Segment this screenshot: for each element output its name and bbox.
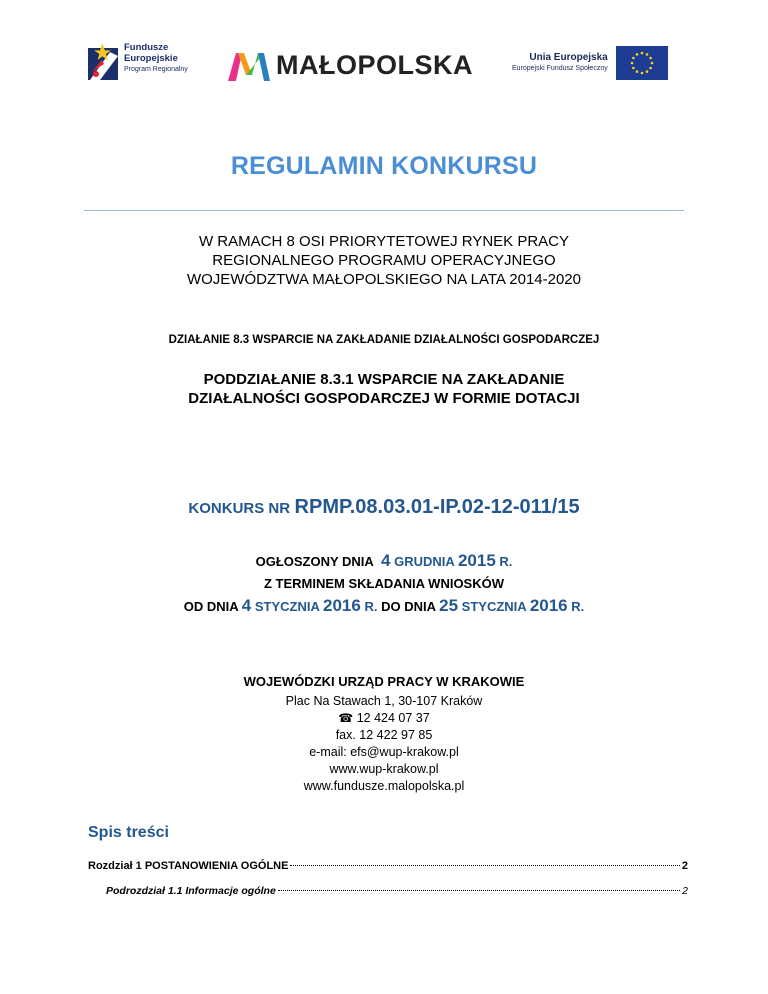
institution-name: WOJEWÓDZKI URZĄD PRACY W KRAKOWIE — [243, 674, 525, 689]
konkurs-label: KONKURS NR — [188, 500, 291, 517]
ogloszony-month: GRUDNIA — [394, 554, 455, 569]
phone-line — [0, 710, 768, 727]
subtitle-line: W RAMACH 8 OSI PRIORYTETOWEJ RYNEK PRACY — [198, 233, 570, 250]
fe-line1: Fundusze — [124, 42, 169, 53]
do-year: 2016 — [529, 596, 568, 615]
od-month: STYCZNIA — [254, 599, 320, 614]
ogloszony-r: R. — [499, 554, 513, 569]
toc-entry-label: Podrozdział 1.1 Informacje ogólne — [106, 885, 276, 897]
email-line[interactable]: e-mail: efs@wup-krakow.pl — [309, 745, 459, 759]
fe-line3: Program Regionalny — [124, 66, 188, 73]
do-r: R. — [571, 599, 585, 614]
malopolska-text: MAŁOPOLSKA — [276, 50, 473, 80]
address: Plac Na Stawach 1, 30-107 Kraków — [285, 694, 483, 708]
termin-line: Z TERMINEM SKŁADANIA WNIOSKÓW — [264, 576, 504, 591]
ue-line1: Unia Europejska — [529, 52, 608, 63]
ogloszony-line — [0, 550, 768, 573]
do-month: STYCZNIA — [461, 599, 527, 614]
dates-block — [0, 550, 768, 618]
od-r: R. — [364, 599, 378, 614]
poddzialanie-heading — [0, 370, 768, 408]
fundusze-europejskie-logo — [88, 42, 188, 82]
toc-dots — [290, 865, 679, 866]
page-title: REGULAMIN KONKURSU — [230, 152, 538, 180]
fe-line2: Europejskie — [124, 53, 178, 64]
toc-entry[interactable] — [88, 860, 688, 872]
website-link[interactable]: www.wup-krakow.pl — [329, 762, 439, 776]
contact-block — [0, 674, 768, 795]
title-divider — [84, 210, 684, 211]
eu-flag-icon — [616, 46, 668, 80]
konkurs-id: RPMP.08.03.01-IP.02-12-011/15 — [294, 496, 580, 518]
od-do-line — [0, 595, 768, 618]
malopolska-m-icon — [228, 51, 270, 81]
do-label: DO DNIA — [381, 599, 436, 614]
do-day: 25 — [439, 596, 459, 615]
toc-heading: Spis treści — [88, 824, 169, 841]
dzialanie-heading: DZIAŁANIE 8.3 WSPARCIE NA ZAKŁADANIE DZIAŁALNOŚCI GOSPODARCZEJ — [168, 334, 600, 346]
phone-icon: ☎ — [338, 711, 354, 725]
od-day: 4 — [241, 596, 252, 615]
od-year: 2016 — [323, 596, 361, 615]
toc-entry-page: 2 — [682, 885, 688, 897]
od-label: OD DNIA — [183, 599, 239, 614]
subtitle-line: REGIONALNEGO PROGRAMU OPERACYJNEGO — [212, 252, 556, 269]
toc-dots — [278, 890, 680, 891]
fax-line: fax. 12 422 97 85 — [335, 728, 433, 742]
ogloszony-day: 4 — [381, 551, 391, 570]
ue-line2: Europejski Fundusz Społeczny — [512, 65, 608, 72]
unia-europejska-logo — [512, 46, 668, 80]
konkurs-number — [0, 496, 768, 519]
poddzialanie-line: DZIAŁALNOŚCI GOSPODARCZEJ W FORMIE DOTACJI — [188, 390, 580, 407]
program-subtitle — [0, 232, 768, 289]
poddzialanie-line: PODDZIAŁANIE 8.3.1 WSPARCIE NA ZAKŁADANIE — [203, 371, 565, 388]
toc-entry-page: 2 — [681, 860, 688, 872]
fe-star-icon — [88, 42, 120, 82]
toc-entry[interactable] — [106, 885, 688, 897]
logo-bar — [0, 38, 768, 88]
ogloszony-year: 2015 — [457, 551, 496, 570]
phone-number: 12 424 07 37 — [356, 711, 430, 725]
subtitle-line: WOJEWÓDZTWA MAŁOPOLSKIEGO NA LATA 2014-2020 — [186, 271, 581, 288]
ogloszony-prefix: OGŁOSZONY DNIA — [255, 554, 374, 569]
website-link[interactable]: www.fundusze.malopolska.pl — [303, 779, 465, 793]
malopolska-logo — [228, 50, 473, 81]
toc-entry-label: Rozdział 1 POSTANOWIENIA OGÓLNE — [88, 860, 289, 872]
